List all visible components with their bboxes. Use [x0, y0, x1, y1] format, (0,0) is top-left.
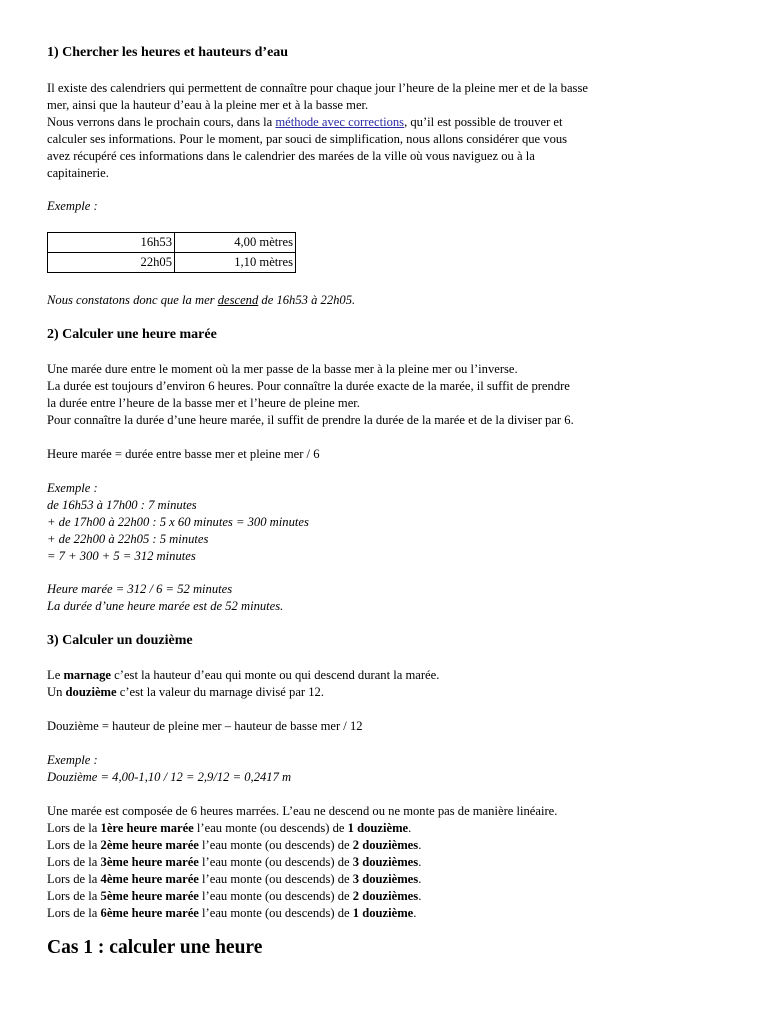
s1-conclusion-descend: descend: [217, 293, 259, 307]
s2-line-4: Pour connaître la durée d’une heure marée, il suffit de prendre la durée de la marée et de la diviser par 6.: [47, 413, 574, 427]
table-row: [48, 233, 296, 253]
rule-prefix: Lors de la: [47, 872, 101, 886]
cas-1-heading: Cas 1 : calculer une heure: [47, 937, 263, 958]
s2-line-2: La durée est toujours d’environ 6 heures. Pour connaître la durée exacte de la marée, il suffit de prendre: [47, 379, 570, 393]
s3-marnage-def-start: Le: [47, 668, 64, 682]
s1-line-1: Il existe des calendriers qui permettent de connaître pour chaque jour l’heure de la pleine mer et de la basse: [47, 81, 588, 95]
tide-time-cell: 22h05: [48, 253, 175, 273]
section-3-heading: 3) Calculer un douzième: [47, 633, 193, 648]
rule-mid: l’eau monte (ou descends) de: [198, 838, 353, 852]
rule-end: .: [418, 855, 422, 869]
rule-hour: 4ème heure marée: [100, 872, 199, 886]
s2-result-1: Heure marée = 312 / 6 = 52 minutes: [47, 582, 233, 596]
rule-hour: 5ème heure marée: [100, 889, 199, 903]
table-row: [48, 253, 296, 273]
s2-example-line-3: + de 22h00 à 22h05 : 5 minutes: [47, 532, 209, 546]
s3-douzieme-def-end: c’est la valeur du marnage divisé par 12.: [116, 685, 324, 699]
s1-line-3: [47, 114, 563, 131]
marnage-term: marnage: [63, 668, 112, 682]
rule-line: [47, 837, 421, 854]
rule-mid: l’eau monte (ou descends) de: [198, 889, 353, 903]
s2-exemple-label: Exemple :: [47, 481, 98, 495]
rule-hour: 3ème heure marée: [100, 855, 199, 869]
s3-marnage-def: [47, 667, 439, 684]
s3-douzieme-def-start: Un: [47, 685, 66, 699]
s1-conclusion-start: Nous constatons donc que la mer: [47, 293, 218, 307]
rule-prefix: Lors de la: [47, 889, 101, 903]
rule-amount: 2 douzièmes: [352, 889, 419, 903]
rule-line: [47, 888, 421, 905]
tide-height-cell: 1,10 mètres: [175, 253, 296, 273]
tide-height-cell: 4,00 mètres: [175, 233, 296, 253]
section-2-heading: 2) Calculer une heure marée: [47, 327, 217, 342]
s3-exemple-label: Exemple :: [47, 753, 98, 767]
rule-line: [47, 820, 411, 837]
rule-prefix: Lors de la: [47, 855, 101, 869]
tide-time-cell: 16h53: [48, 233, 175, 253]
rule-prefix: Lors de la: [47, 821, 101, 835]
s3-intro: Une marée est composée de 6 heures marrées. L’eau ne descend ou ne monte pas de manière linéaire.: [47, 804, 558, 818]
methode-corrections-link[interactable]: méthode avec corrections: [275, 115, 405, 129]
rule-end: .: [418, 889, 422, 903]
s2-example-line-4: = 7 + 300 + 5 = 312 minutes: [47, 549, 196, 563]
s2-line-1: Une marée dure entre le moment où la mer passe de la basse mer à la pleine mer ou l’inverse.: [47, 362, 518, 376]
s2-example-line-1: de 16h53 à 17h00 : 7 minutes: [47, 498, 197, 512]
s1-conclusion-end: de 16h53 à 22h05.: [258, 293, 356, 307]
section-1-heading: 1) Chercher les heures et hauteurs d’eau: [47, 45, 289, 60]
rule-amount: 3 douzièmes: [352, 872, 419, 886]
s3-douzieme-def: [47, 684, 324, 701]
s3-marnage-def-end: c’est la hauteur d’eau qui monte ou qui descend durant la marée.: [111, 668, 440, 682]
rule-amount: 2 douzièmes: [352, 838, 419, 852]
s1-line-2: mer, ainsi que la hauteur d’eau à la pleine mer et à la basse mer.: [47, 98, 369, 112]
s1-line-3-end: , qu’il est possible de trouver et: [404, 115, 563, 129]
s2-line-3: la durée entre l’heure de la basse mer et l’heure de pleine mer.: [47, 396, 360, 410]
rule-prefix: Lors de la: [47, 906, 101, 920]
douzieme-term: douzième: [65, 685, 117, 699]
s1-conclusion: [47, 292, 355, 309]
rule-prefix: Lors de la: [47, 838, 101, 852]
rule-amount: 3 douzièmes: [352, 855, 419, 869]
rule-hour: 6ème heure marée: [100, 906, 199, 920]
rule-mid: l’eau monte (ou descends) de: [193, 821, 348, 835]
rule-line: [47, 871, 421, 888]
rule-mid: l’eau monte (ou descends) de: [198, 872, 353, 886]
s1-line-3-start: Nous verrons dans le prochain cours, dans la: [47, 115, 276, 129]
s1-line-4: calculer ses informations. Pour le moment, par souci de simplification, nous allons considérer que vous: [47, 132, 568, 146]
rule-mid: l’eau monte (ou descends) de: [198, 906, 353, 920]
rule-end: .: [413, 906, 417, 920]
s1-line-6: capitainerie.: [47, 166, 109, 180]
s3-example: Douzième = 4,00-1,10 / 12 = 2,9/12 = 0,2417 m: [47, 770, 292, 784]
rule-amount: 1 douzième: [347, 821, 409, 835]
s2-formula: Heure marée = durée entre basse mer et pleine mer / 6: [47, 447, 320, 461]
s1-exemple-label: Exemple :: [47, 199, 98, 213]
s2-result-2: La durée d’une heure marée est de 52 minutes.: [47, 599, 284, 613]
rule-line: [47, 905, 416, 922]
s3-formula: Douzième = hauteur de pleine mer – hauteur de basse mer / 12: [47, 719, 363, 733]
s2-example-line-2: + de 17h00 à 22h00 : 5 x 60 minutes = 300 minutes: [47, 515, 309, 529]
rule-end: .: [418, 838, 422, 852]
rule-mid: l’eau monte (ou descends) de: [198, 855, 353, 869]
rule-amount: 1 douzième: [352, 906, 414, 920]
rule-end: .: [418, 872, 422, 886]
tide-table: [47, 232, 296, 273]
rule-line: [47, 854, 421, 871]
rule-hour: 2ème heure marée: [100, 838, 199, 852]
rule-hour: 1ère heure marée: [100, 821, 194, 835]
s1-line-5: avez récupéré ces informations dans le calendrier des marées de la ville où vous naviguez ou à la: [47, 149, 535, 163]
rule-end: .: [408, 821, 412, 835]
